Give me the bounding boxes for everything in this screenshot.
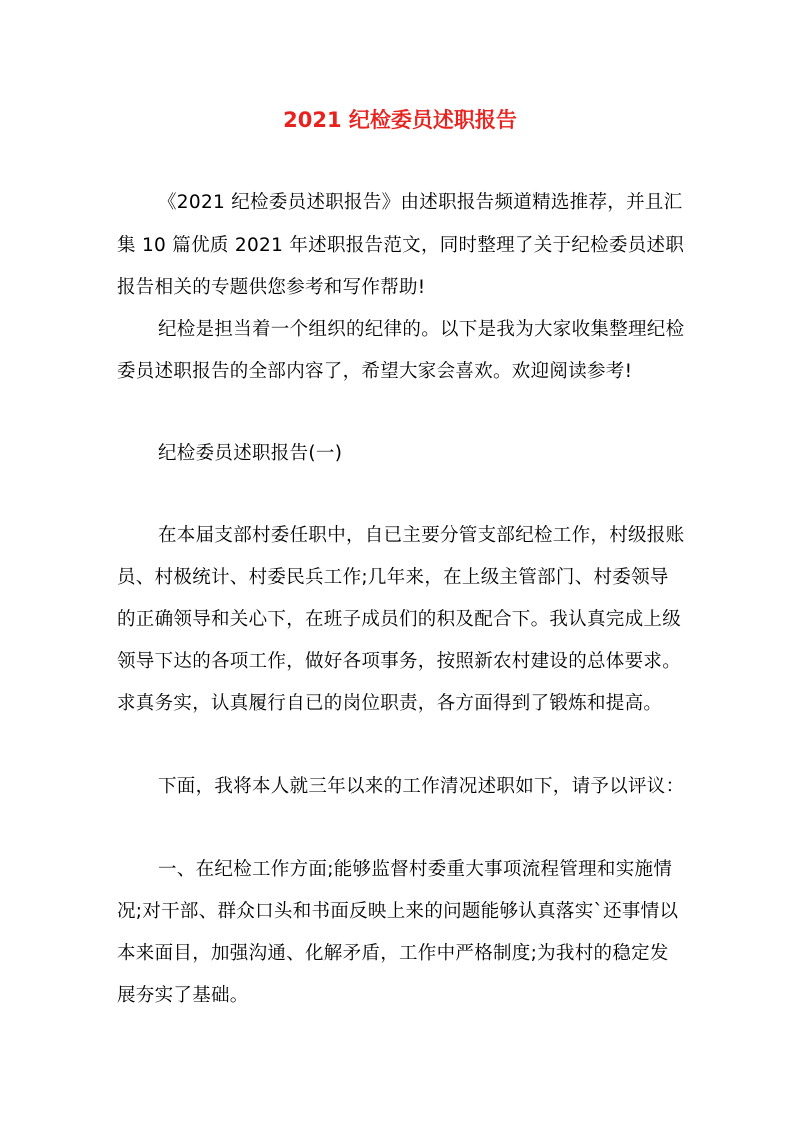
paragraph-line: 集 10 篇优质 2021 年述职报告范文，同时整理了关于纪检委员述职: [117, 235, 685, 256]
paragraph-line: 展夯实了基础。: [117, 985, 249, 1006]
section-heading: 纪检委员述职报告(一): [158, 443, 343, 464]
document-title: 2021 纪检委员述职报告: [283, 108, 517, 132]
paragraph-line: 本来面目，加强沟通、化解矛盾，工作中严格制度;为我村的稳定发: [117, 943, 669, 964]
paragraph-line: 委员述职报告的全部内容了，希望大家会喜欢。欢迎阅读参考!: [117, 361, 633, 382]
paragraph-line: 一、在纪检工作方面;能够监督村委重大事项流程管理和实施情: [158, 859, 673, 880]
paragraph-line: 报告相关的专题供您参考和写作帮助!: [117, 277, 426, 298]
paragraph-line: 的正确领导和关心下，在班子成员们的积及配合下。我认真完成上级: [117, 609, 682, 630]
paragraph-line: 纪检是担当着一个组织的纪律的。以下是我为大家收集整理纪检: [158, 319, 685, 340]
paragraph-line: 况;对干部、群众口头和书面反映上来的问题能够认真落实`还事情以: [117, 901, 679, 922]
paragraph-line: 领导下达的各项工作，做好各项事务，按照新农村建设的总体要求。: [117, 651, 682, 672]
paragraph-line: 下面，我将本人就三年以来的工作清况述职如下，请予以评议：: [158, 776, 685, 797]
paragraph-line: 《2021 纪检委员述职报告》由述职报告频道精选推荐，并且汇: [158, 192, 683, 213]
paragraph-line: 在本届支部村委任职中，自已主要分管支部纪检工作，村级报账: [158, 525, 685, 546]
paragraph-line: 员、村极统计、村委民兵工作;几年来，在上级主管部门、村委领导: [117, 567, 669, 588]
paragraph-line: 求真务实，认真履行自已的岗位职责，各方面得到了锻炼和提高。: [117, 693, 663, 714]
